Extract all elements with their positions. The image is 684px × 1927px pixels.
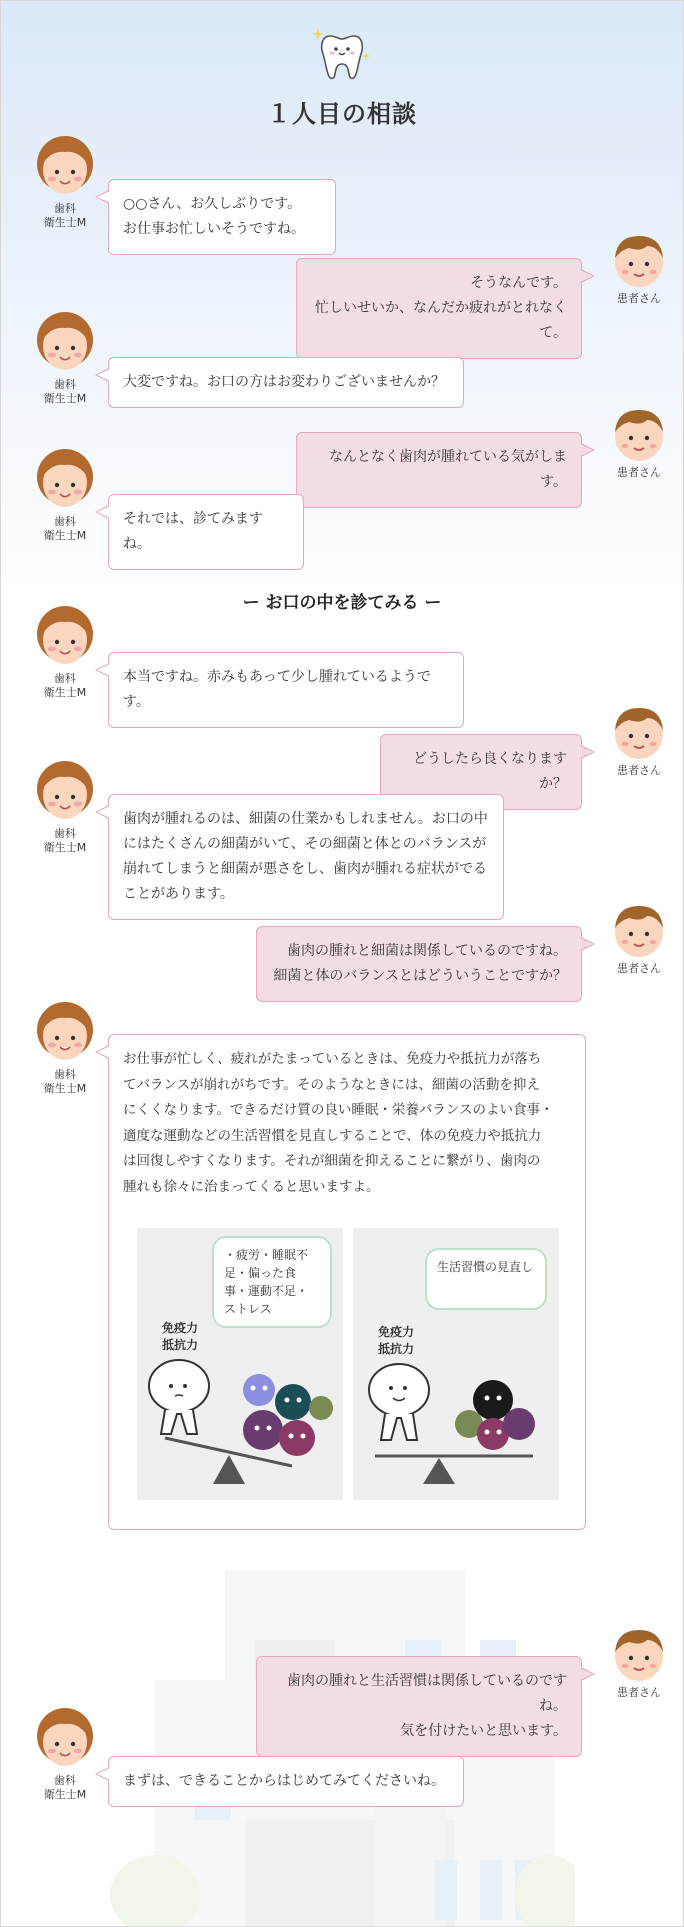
page-title: １人目の相談 (267, 100, 417, 128)
hygienist-face-icon (35, 1000, 95, 1066)
hygienist-face-icon (35, 604, 95, 670)
hygienist-label: 歯科 衛生士M (43, 515, 87, 542)
hygienist-message: ○○さん、お久しぶりです。 お仕事お忙しいそうですね。 (108, 179, 336, 255)
patient-label: 患者さん (617, 962, 661, 975)
hygienist-message: お仕事が忙しく、疲れがたまっているときは、免疫力や抵抗力が落ち てバランスが崩れがちです。そのようなときには、細菌の活動を抑え にくくなります。できるだけ質の良い睡眠・栄養バランスのよい食事・ 適度な運動などの生活習慣を見直しすることで、体の免疫力や抵抗力 は回復しやすくなります。それが細菌を抑えることに繋がり、歯肉の 腫れも徐々に治まってくると思いますよ。 (108, 1034, 586, 1530)
balanced-scale-illustration (353, 1228, 559, 1500)
illustration-balanced (353, 1228, 559, 1500)
patient-label: 患者さん (617, 466, 661, 479)
patient-label: 患者さん (617, 292, 661, 305)
hygienist-face-icon (35, 447, 95, 513)
patient-message: どうしたら良くなりますか？ (380, 734, 582, 810)
tooth-icon (310, 22, 374, 84)
illustration-unbalanced (137, 1228, 343, 1500)
patient-face-icon (611, 1626, 667, 1684)
patient-avatar (606, 1626, 672, 1700)
patient-face-icon (611, 902, 667, 960)
patient-avatar (606, 406, 672, 480)
hygienist-face-icon (35, 310, 95, 376)
patient-message: なんとなく歯肉が腫れている気がします。 (296, 432, 582, 508)
hygienist-label: 歯科 衛生士M (43, 1774, 87, 1801)
hygienist-label: 歯科 衛生士M (43, 378, 87, 405)
unbalanced-scale-illustration (137, 1228, 343, 1500)
hygienist-avatar (32, 310, 98, 406)
section-heading: ー お口の中を診てみる ー (242, 593, 442, 613)
hygienist-label: 歯科 衛生士M (43, 202, 87, 229)
patient-face-icon (611, 406, 667, 464)
patient-label: 患者さん (617, 1686, 661, 1699)
hygienist-face-icon (35, 759, 95, 825)
hygienist-avatar (32, 1706, 98, 1802)
hygienist-message: 本当ですね。赤みもあって少し腫れているようです。 (108, 652, 464, 728)
hygienist-face-icon (35, 134, 95, 200)
hygienist-avatar (32, 447, 98, 543)
immunity-label: 免疫力 抵抗力 (377, 1325, 414, 1356)
hygienist-label: 歯科 衛生士M (43, 827, 87, 854)
hygienist-label: 歯科 衛生士M (43, 1068, 87, 1095)
patient-message: 歯肉の腫れと細菌は関係しているのですね。 細菌と体のバランスとはどういうことですか？ (256, 926, 582, 1002)
hygienist-avatar (32, 134, 98, 230)
patient-avatar (606, 232, 672, 306)
immunity-label: 免疫力 抵抗力 (161, 1321, 198, 1352)
hygienist-message: 歯肉が腫れるのは、細菌の仕業かもしれません。お口の中 にはたくさんの細菌がいて、その細菌と体とのバランスが 崩れてしまうと細菌が悪さをし、歯肉が腫れる症状がでる ことがあります。 (108, 794, 504, 920)
hygienist-message: まずは、できることからはじめてみてくださいね。 (108, 1756, 464, 1807)
patient-message: そうなんです。 忙しいせいか、なんだか疲れがとれなくて。 (296, 258, 582, 359)
hygienist-message: それでは、診てみますね。 (108, 494, 304, 570)
hygienist-avatar (32, 1000, 98, 1096)
hygienist-face-icon (35, 1706, 95, 1772)
patient-face-icon (611, 704, 667, 762)
hygienist-message: 大変ですね。お口の方はお変わりございませんか？ (108, 357, 464, 408)
hygienist-label: 歯科 衛生士M (43, 672, 87, 699)
patient-avatar (606, 704, 672, 778)
patient-avatar (606, 902, 672, 976)
patient-label: 患者さん (617, 764, 661, 777)
stress-factors-bubble: ・疲労・睡眠不足・偏った食事・運動不足・ストレス (212, 1236, 332, 1328)
hygienist-avatar (32, 759, 98, 855)
lifestyle-review-bubble: 生活習慣の見直し (425, 1248, 547, 1310)
patient-message: 歯肉の腫れと生活習慣は関係しているのですね。 気を付けたいと思います。 (256, 1656, 582, 1757)
hygienist-avatar (32, 604, 98, 700)
patient-face-icon (611, 232, 667, 290)
